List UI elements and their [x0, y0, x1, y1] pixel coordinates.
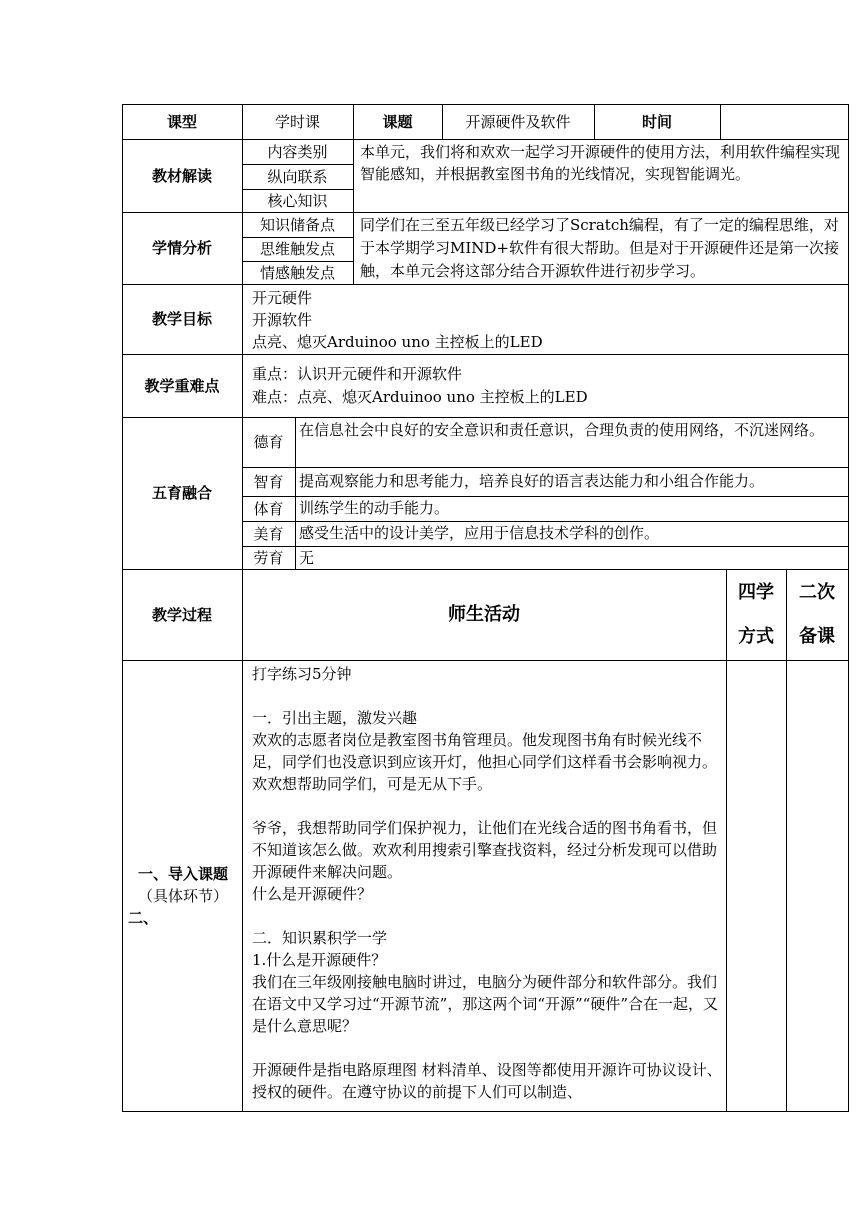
five-education-name: 体育	[253, 499, 284, 518]
method-heading-bottom: 方式	[738, 626, 774, 647]
keypoints-line: 重点：认识开元硬件和开源软件	[252, 365, 463, 383]
section-sublabel: （具体环节）	[137, 887, 228, 905]
revision-heading-bottom: 备课	[799, 626, 835, 647]
lesson-type-label: 课型	[166, 112, 197, 131]
section-label: 一、导入课题	[137, 865, 228, 883]
section-label-next: 二、	[128, 909, 159, 927]
learner-text: 同学们在三至五年级已经学习了Scratch编程，有了一定的编程思维，对于本学期学习MIND+软件有很大帮助。但是对于开源硬件还是第一次接触，本单元会将这部分结合开源软件进行初步学习。	[360, 216, 840, 280]
lesson-time-label: 时间	[641, 112, 672, 131]
five-education-text: 感受生活中的设计美学，应用于信息技术学科的创作。	[299, 524, 660, 542]
activity-paragraph: 开源硬件是指电路原理图 材料清单、设图等都使用开源许可协议设计、授权的硬件。在遵守协议的前提下人们可以制造、	[252, 1061, 722, 1101]
material-label: 教材解读	[151, 166, 212, 185]
revision-heading-top: 二次	[799, 582, 835, 603]
lesson-time-value	[720, 104, 848, 139]
activity-heading: 师生活动	[448, 603, 520, 625]
keypoints-label: 教学重难点	[144, 376, 220, 395]
lesson-topic-label: 课题	[382, 112, 413, 131]
learner-item: 情感触发点	[259, 263, 335, 282]
lesson-type-value: 学时课	[274, 112, 320, 131]
five-education-name: 劳育	[253, 548, 284, 567]
material-item: 纵向联系	[267, 167, 328, 186]
table-border	[242, 467, 849, 468]
lesson-topic-value: 开源硬件及软件	[465, 112, 571, 131]
goals-label: 教学目标	[151, 310, 212, 328]
table-border	[295, 417, 296, 569]
table-border	[122, 1111, 849, 1112]
method-heading-top: 四学	[738, 582, 774, 603]
five-education-text: 无	[299, 549, 315, 567]
material-item: 核心知识	[267, 191, 328, 210]
material-text: 本单元，我们将和欢欢一起学习开源硬件的使用方法，利用软件编程实现智能感知，并根据教室图书角的光线情况，实现智能调光。	[360, 143, 841, 183]
activity-paragraph: 打字练习5分钟	[252, 665, 352, 683]
material-item: 内容类别	[267, 142, 328, 161]
activity-paragraph: 爷爷，我想帮助同学们保护视力，让他们在光线合适的图书角看书，但不知道该怎么做。欢欢利用搜索引擎查找资料，经过分析发现可以借助开源硬件来解决问题。 什么是开源硬件？	[252, 819, 718, 903]
learner-item: 知识储备点	[259, 215, 335, 234]
table-border	[122, 660, 849, 661]
learner-label: 学情分析	[151, 239, 212, 257]
five-education-text: 在信息社会中良好的安全意识和责任意识，合理负责的使用网络，不沉迷网络。	[299, 421, 825, 439]
goals-line: 开元硬件	[252, 289, 313, 307]
activity-content	[252, 663, 722, 1111]
five-education-name: 德育	[253, 433, 284, 451]
five-education-text: 提高观察能力和思考能力，培养良好的语言表达能力和小组合作能力。	[299, 472, 765, 490]
goals-line: 点亮、熄灭Arduinoo uno 主控板上的LED	[252, 333, 543, 351]
activity-paragraph: 一．引出主题，激发兴趣 欢欢的志愿者岗位是教室图书角管理员。他发现图书角有时候光线不足，同学们也没意识到应该开灯，他担心同学们这样看书会影响视力。欢欢想帮助同学们，可是无从下手。	[252, 709, 718, 793]
learner-item: 思维触发点	[259, 240, 335, 258]
activity-paragraph: 二．知识累积学一学 1.什么是开源硬件？ 我们在三年级刚接触电脑时讲过，电脑分为硬件部分和软件部分。我们在语文中又学习过“开源节流”，那这两个词“开源”“硬件”合在一起，又是什么意思呢？	[252, 929, 719, 1035]
process-label: 教学过程	[151, 605, 212, 624]
five-education-name: 智育	[253, 472, 284, 491]
five-education-name: 美育	[253, 524, 284, 543]
goals-line: 开源软件	[252, 311, 313, 329]
five-education-text: 训练学生的动手能力。	[299, 499, 450, 517]
keypoints-line: 难点：点亮、熄灭Arduinoo uno 主控板上的LED	[252, 388, 588, 406]
five-education-label: 五育融合	[151, 484, 212, 502]
